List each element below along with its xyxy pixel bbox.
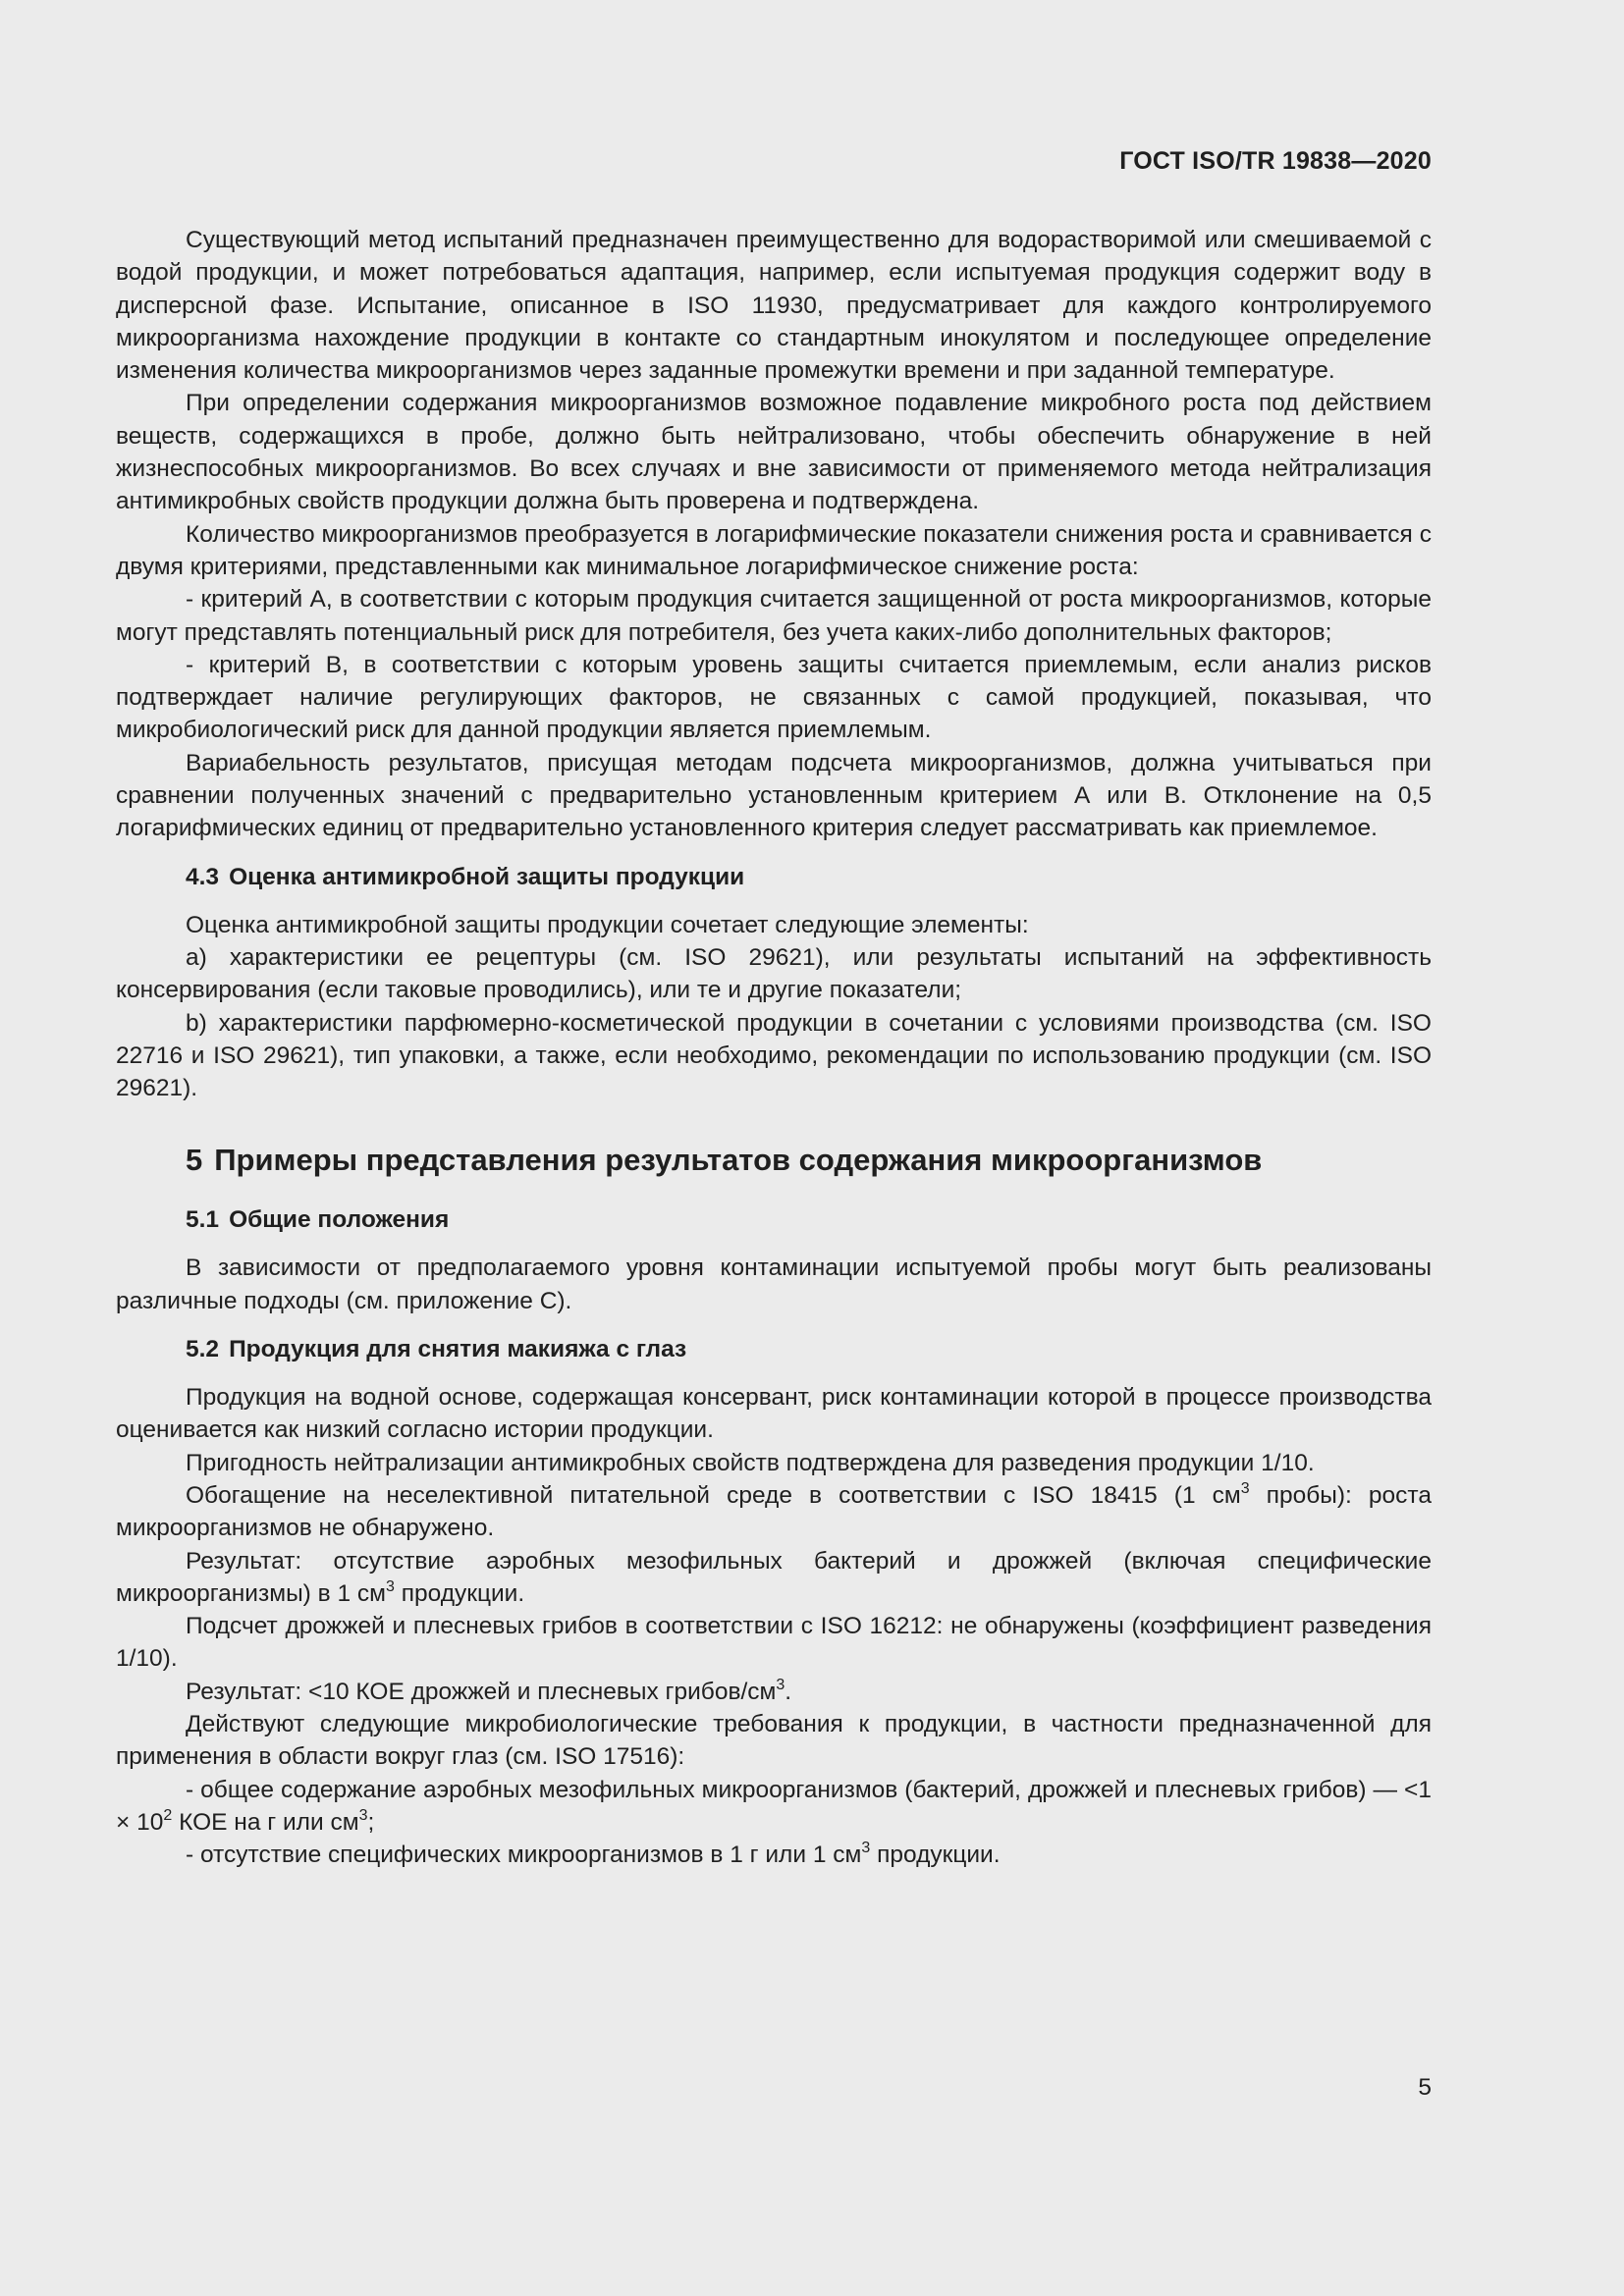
section-heading-5-1 xyxy=(116,1203,1432,1236)
section-heading-4-3 xyxy=(116,861,1432,893)
text-run: пробы): роста микроорганизмов не обнаружено. xyxy=(116,1481,1432,1542)
text-run: . xyxy=(785,1678,792,1705)
list-item xyxy=(116,1774,1432,1840)
section-title: Продукция для снятия макияжа с глаз xyxy=(229,1336,687,1363)
superscript: 3 xyxy=(358,1806,368,1824)
superscript: 3 xyxy=(776,1676,785,1693)
paragraph: При определении содержания микроорганизмов возможное подавление микробного роста под действием веществ, содержащихся в пробе, должно быть нейтрализовано, чтобы обеспечить обнаружение в ней жизнеспособных микроорганизмов. Во всех случаях и вне зависимости от применяемого метода нейтрализация антимикробных свойств продукции должна быть проверена и подтверждена. xyxy=(116,390,1432,515)
text-run: - отсутствие специфических микроорганизмов в 1 г или 1 см xyxy=(186,1842,862,1869)
section-number: 5.1 xyxy=(186,1206,220,1234)
section-number: 5 xyxy=(186,1143,203,1178)
paragraph: Существующий метод испытаний предназначен преимущественно для водорастворимой или смешиваемой с водой продукции, и может потребоваться адаптация, например, если испытуемая продукция содержит воду в дисперсной фазе. Испытание, описанное в ISO 11930, предусматривает для каждого контролируемого микроорганизма нахождение продукции в контакте со стандартным инокулятом и последующее определение изменения количества микроорганизмов через заданные промежутки времени и при заданной температуре. xyxy=(116,227,1432,385)
superscript: 3 xyxy=(861,1840,871,1857)
text-run: продукции. xyxy=(870,1842,1001,1869)
section-title: Оценка антимикробной защиты продукции xyxy=(229,863,745,890)
text-run: - общее содержание аэробных мезофильных микроорганизмов (бактерий, дрожжей и плесневых грибов) — <1 × 10 xyxy=(116,1776,1432,1836)
paragraph: Продукция на водной основе, содержащая консервант, риск контаминации которой в процессе производства оценивается как низкий согласно истории продукции. xyxy=(116,1384,1432,1444)
list-item-criterion-a: - критерий А, в соответствии с которым продукция считается защищенной от роста микроорганизмов, которые могут представлять потенциальный риск для потребителя, без учета каких-либо дополнительных факторов; xyxy=(116,586,1432,646)
paragraph: Пригодность нейтрализации антимикробных свойств подтверждена для разведения продукции 1/10. xyxy=(186,1449,1315,1476)
section-heading-5 xyxy=(116,1141,1432,1180)
superscript: 3 xyxy=(1240,1479,1250,1497)
document-body xyxy=(116,224,1432,1871)
paragraph: В зависимости от предполагаемого уровня контаминации испытуемой пробы могут быть реализованы различные подходы (см. приложение С). xyxy=(116,1255,1432,1314)
page-number: 5 xyxy=(1418,2074,1432,2101)
list-item-criterion-b: - критерий В, в соответствии с которым уровень защиты считается приемлемым, если анализ рисков подтверждает наличие регулирующих факторов, не связанных с самой продукцией, показывая, что микробиологический риск для данной продукции является приемлемым. xyxy=(116,651,1432,744)
paragraph: Вариабельность результатов, присущая методам подсчета микроорганизмов, должна учитываться при сравнении полученных значений с предварительно установленным критерием А или В. Отклонение на 0,5 логарифмических единиц от предварительно установленного критерия следует рассматривать как приемлемое. xyxy=(116,749,1432,842)
section-title: Примеры представления результатов содержания микроорганизмов xyxy=(214,1143,1263,1178)
superscript: 3 xyxy=(386,1577,395,1595)
section-heading-5-2 xyxy=(116,1333,1432,1365)
paragraph xyxy=(116,1676,1432,1708)
paragraph xyxy=(116,1545,1432,1611)
text-run: КОЕ на г или см xyxy=(172,1808,359,1836)
text-run: Результат: <10 КОЕ дрожжей и плесневых грибов/см xyxy=(186,1678,777,1705)
text-run: продукции. xyxy=(394,1579,525,1607)
section-number: 4.3 xyxy=(186,863,220,890)
text-run: Результат: отсутствие аэробных мезофильных бактерий и дрожжей (включая специфические микроорганизмы) в 1 см xyxy=(116,1547,1432,1607)
paragraph: Количество микроорганизмов преобразуется в логарифмические показатели снижения роста и сравнивается с двумя критериями, представленными как минимальное логарифмическое снижение роста: xyxy=(116,520,1432,580)
list-item xyxy=(116,1839,1432,1871)
text-run: Обогащение на неселективной питательной среде в соответствии с ISO 18415 (1 см xyxy=(186,1481,1241,1509)
text-run: ; xyxy=(367,1808,375,1836)
document-header: ГОСТ ISO/TR 19838—2020 xyxy=(1119,147,1432,175)
superscript: 2 xyxy=(163,1806,173,1824)
paragraph xyxy=(116,1479,1432,1545)
list-item-b: b) характеристики парфюмерно-косметической продукции в сочетании с условиями производства (см. ISO 22716 и ISO 29621), тип упаковки, а также, если необходимо, рекомендации по использованию продукции (см. ISO 29621). xyxy=(116,1009,1432,1102)
paragraph: Действуют следующие микробиологические требования к продукции, в частности предназначенной для применения в области вокруг глаз (см. ISO 17516): xyxy=(116,1710,1432,1771)
section-number: 5.2 xyxy=(186,1336,220,1363)
section-title: Общие положения xyxy=(229,1206,450,1234)
paragraph: Оценка антимикробной защиты продукции сочетает следующие элементы: xyxy=(186,911,1029,938)
paragraph: Подсчет дрожжей и плесневых грибов в соответствии с ISO 16212: не обнаружены (коэффициент разведения 1/10). xyxy=(116,1613,1432,1673)
list-item-a: a) характеристики ее рецептуры (см. ISO 29621), или результаты испытаний на эффективность консервирования (если таковые проводились), или те и другие показатели; xyxy=(116,943,1432,1004)
